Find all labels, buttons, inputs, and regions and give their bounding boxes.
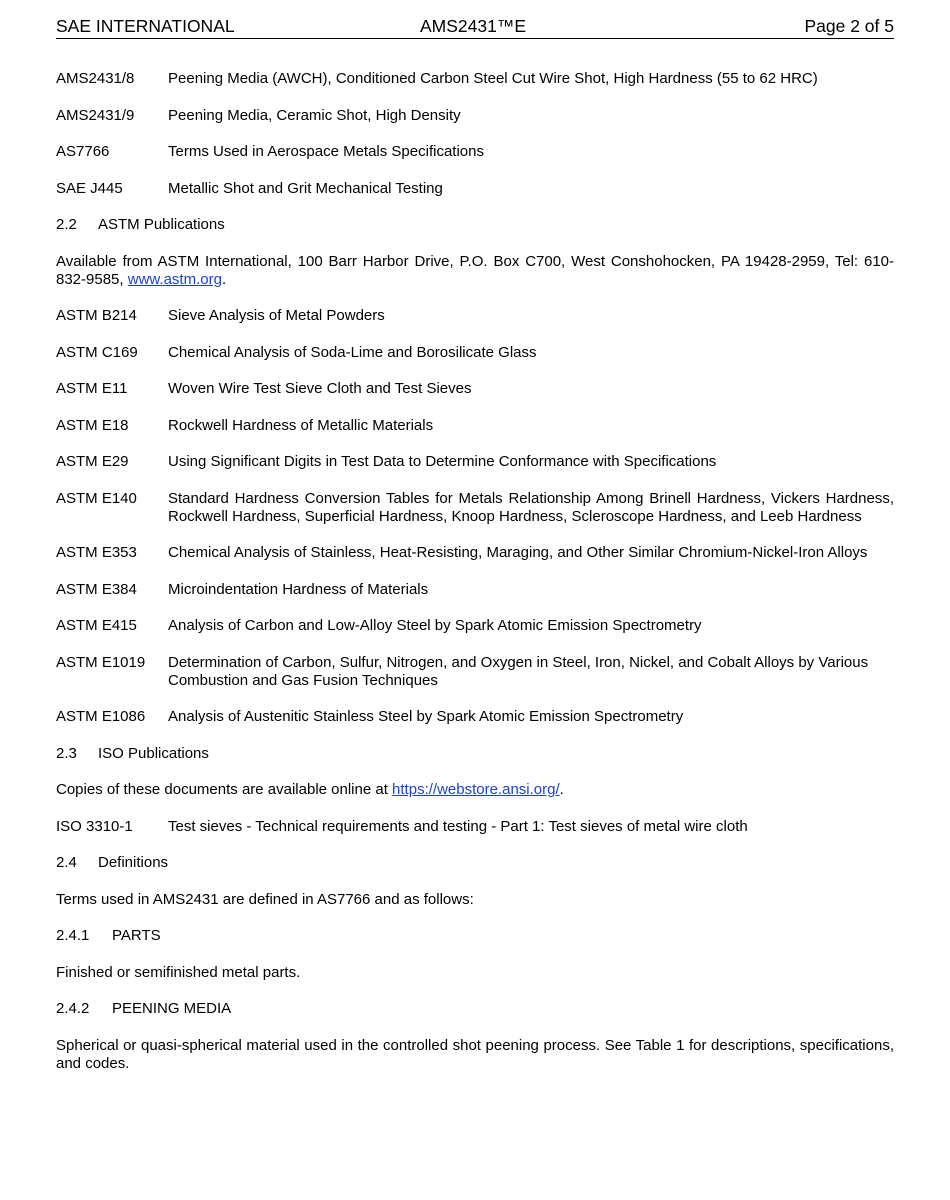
section-number: 2.4.2 <box>56 1000 90 1017</box>
reference-entry <box>56 544 894 562</box>
reference-title: Chemical Analysis of Soda-Lime and Borosilicate Glass <box>168 343 537 361</box>
header-page-number: Page 2 of 5 <box>804 16 894 36</box>
reference-title: Analysis of Carbon and Low-Alloy Steel by Spark Atomic Emission Spectrometry <box>168 617 702 634</box>
reference-entry <box>56 708 894 726</box>
reference-code: ASTM E140 <box>56 489 137 507</box>
header-document-number: AMS2431™E <box>420 16 527 36</box>
reference-entry <box>56 344 894 362</box>
section-title: PARTS <box>112 927 161 944</box>
section-title: Definitions <box>98 854 169 871</box>
paragraph-end: . <box>221 270 227 288</box>
reference-title: Test sieves - Technical requirements and testing - Part 1: Test sieves of metal wire cloth <box>168 817 748 835</box>
astm-availability-paragraph <box>56 253 894 289</box>
document-page <box>56 0 894 1073</box>
reference-code: ASTM E415 <box>56 617 137 634</box>
reference-title: Peening Media, Ceramic Shot, High Density <box>168 106 461 124</box>
section-title: ISO Publications <box>98 744 209 762</box>
reference-entry <box>56 417 894 435</box>
header-organization: SAE INTERNATIONAL <box>56 16 235 36</box>
reference-title: Analysis of Austenitic Stainless Steel by Spark Atomic Emission Spectrometry <box>168 708 684 725</box>
section-heading-astm <box>56 216 894 234</box>
reference-entry <box>56 818 894 836</box>
reference-code: ISO 3310-1 <box>56 817 133 835</box>
reference-code: AMS2431/9 <box>56 106 135 124</box>
parts-definition-paragraph: Finished or semifinished metal parts. <box>56 963 301 981</box>
section-title: ASTM Publications <box>98 216 225 233</box>
paragraph-end: . <box>559 781 564 798</box>
paragraph-text: Copies of these documents are available online at <box>56 781 393 798</box>
reference-code: ASTM B214 <box>56 307 137 324</box>
reference-code: ASTM E353 <box>56 544 137 561</box>
reference-title: Peening Media (AWCH), Conditioned Carbon Steel Cut Wire Shot, High Hardness (55 to 62 HRC) <box>168 70 818 87</box>
reference-title: Using Significant Digits in Test Data to Determine Conformance with Specifications <box>168 453 717 470</box>
reference-entry <box>56 453 894 471</box>
reference-entry <box>56 143 894 161</box>
reference-code: ASTM E11 <box>56 380 128 397</box>
section-heading-parts <box>56 927 894 945</box>
reference-title: Woven Wire Test Sieve Cloth and Test Sieves <box>168 380 472 397</box>
section-heading-definitions <box>56 854 894 872</box>
document-body <box>56 70 894 1073</box>
reference-entry <box>56 617 894 635</box>
reference-entry <box>56 180 894 198</box>
section-number: 2.3 <box>56 744 77 762</box>
reference-code: ASTM E1086 <box>56 708 146 725</box>
reference-code: ASTM E1019 <box>56 653 146 671</box>
reference-code: SAE J445 <box>56 179 123 197</box>
section-number: 2.4.1 <box>56 927 90 944</box>
reference-title: Standard Hardness Conversion Tables for Metals Relationship Among Brinell Hardness, Vickers Hardness, Rockwell Hardness, Superficial Hardness, Knoop Hardness, Scleroscope Hardness, and Leeb Hardness <box>168 489 894 525</box>
reference-title: Terms Used in Aerospace Metals Specifications <box>168 143 484 160</box>
reference-code: ASTM C169 <box>56 343 138 361</box>
reference-entry <box>56 70 894 88</box>
section-number: 2.2 <box>56 216 77 233</box>
section-heading-iso <box>56 745 894 763</box>
reference-title: Sieve Analysis of Metal Powders <box>168 307 385 324</box>
reference-title: Microindentation Hardness of Materials <box>168 580 429 598</box>
astm-website-link[interactable]: www.astm.org <box>127 270 222 288</box>
peening-media-definition-paragraph: Spherical or quasi-spherical material used in the controlled shot peening process. See Table 1 for descriptions, specifications, and codes. <box>56 1036 894 1072</box>
ansi-webstore-link[interactable]: https://webstore.ansi.org/ <box>392 781 560 798</box>
iso-availability-paragraph <box>56 781 894 799</box>
reference-title: Rockwell Hardness of Metallic Materials <box>168 416 434 434</box>
section-title: PEENING MEDIA <box>112 1000 232 1017</box>
reference-title: Chemical Analysis of Stainless, Heat-Resisting, Maraging, and Other Similar Chromium-Nickel-Iron Alloys <box>168 544 868 561</box>
page-header <box>56 0 894 39</box>
reference-code: ASTM E29 <box>56 453 129 470</box>
reference-code: AMS2431/8 <box>56 70 135 87</box>
reference-entry <box>56 654 894 690</box>
paragraph-text: Available from ASTM International, 100 Barr Harbor Drive, P.O. Box C700, West Conshohocken, PA 19428-2959, Tel: 610-832-9585, <box>56 252 894 288</box>
reference-entry <box>56 380 894 398</box>
section-heading-peening-media <box>56 1000 894 1018</box>
definitions-paragraph: Terms used in AMS2431 are defined in AS7766 and as follows: <box>56 890 474 908</box>
reference-code: AS7766 <box>56 143 110 160</box>
reference-entry <box>56 107 894 125</box>
reference-code: ASTM E18 <box>56 416 129 434</box>
reference-entry <box>56 581 894 599</box>
reference-title: Determination of Carbon, Sulfur, Nitrogen, and Oxygen in Steel, Iron, Nickel, and Cobalt Alloys by Various Combustion and Gas Fusion Techniques <box>168 653 869 689</box>
section-number: 2.4 <box>56 854 77 871</box>
reference-code: ASTM E384 <box>56 580 137 598</box>
reference-entry <box>56 307 894 325</box>
reference-entry <box>56 490 894 526</box>
reference-title: Metallic Shot and Grit Mechanical Testing <box>168 179 443 197</box>
